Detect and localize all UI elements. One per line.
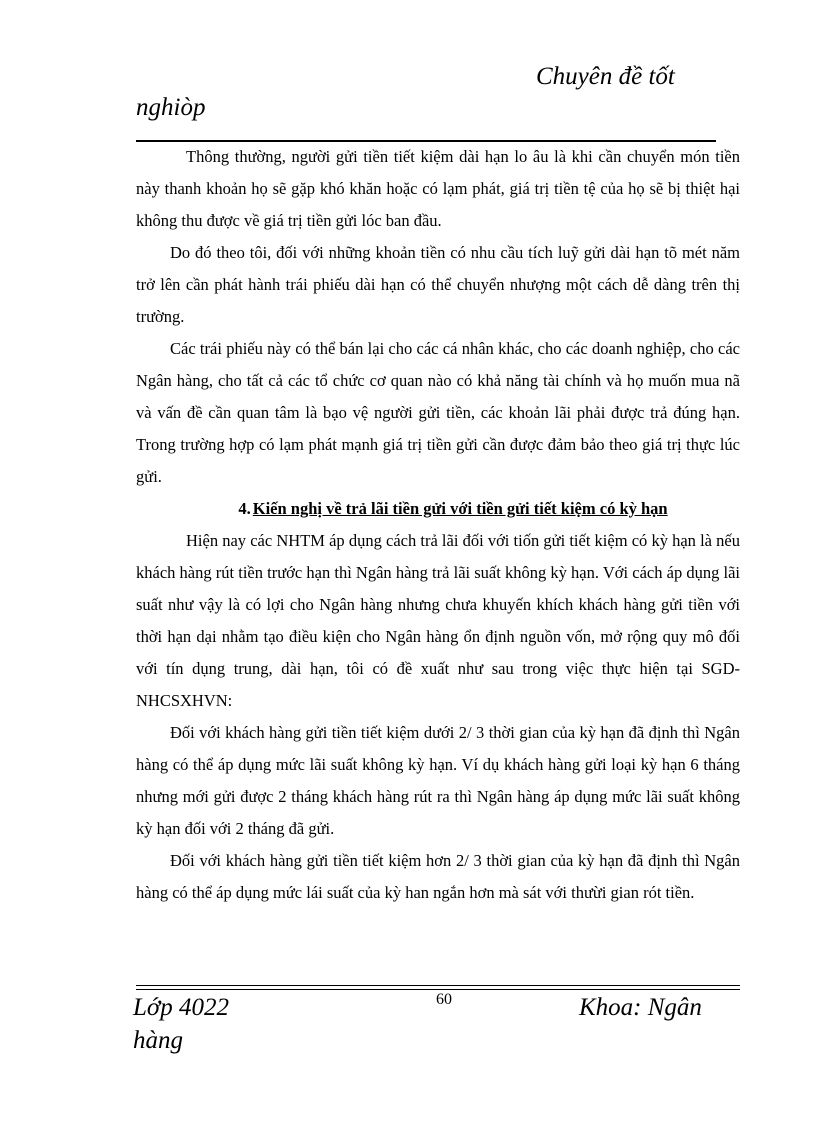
document-body xyxy=(136,141,740,909)
section-number: 4. xyxy=(238,499,251,518)
footer-divider-top xyxy=(136,985,740,986)
footer-faculty: Khoa: Ngân xyxy=(579,994,702,1021)
header-title-continued: nghiòp xyxy=(136,94,206,121)
footer-class xyxy=(133,991,229,1057)
paragraph: Hiện nay các NHTM áp dụng cách trả lãi đối với tiốn gửi tiết kiệm có kỳ hạn là nếu khách hàng rút tiền trước hạn thì Ngân hàng trả lãi suất không kỳ hạn. Với cách áp dụng lãi suất như vậy là có lợi cho Ngân hàng nhưng chưa khuyến khích khách hàng gửi tiền với thời hạn dại nhằm tạo điều kiện cho Ngân hàng ổn định nguồn vốn, mở rộng quy mô đối với tín dụng trung, dài hạn, tôi có đề xuất như sau trong việc thực hiện tại SGD-NHCSXHVN: xyxy=(136,531,740,710)
paragraph: Thông thường, người gửi tiền tiết kiệm dài hạn lo âu là khi cần chuyển món tiền này thanh khoản họ sẽ gặp khó khăn hoặc có lạm phát, giá trị tiền tệ của họ sẽ bị thiệt hại không thu được về giá trị tiền gửi lóc ban đầu. xyxy=(136,147,740,230)
header-title: Chuyên đề tốt xyxy=(536,63,675,90)
page-number: 60 xyxy=(436,991,452,1008)
section-heading xyxy=(136,493,740,525)
paragraph: Đối với khách hàng gửi tiền tiết kiệm dưới 2/ 3 thời gian của kỳ hạn đã định thì Ngân hàng có thể áp dụng mức lãi suất không kỳ hạn. Ví dụ khách hàng gửi loại kỳ hạn 6 tháng nhưng mới gửi được 2 tháng khách hàng rút ra thì Ngân hàng áp dụng mức lãi suất không kỳ hạn đối với 2 tháng đã gửi. xyxy=(136,723,740,838)
section-title: Kiến nghị về trả lãi tiền gửi với tiền gửi tiết kiệm có kỳ hạn xyxy=(252,499,668,518)
paragraph: Đối với khách hàng gửi tiền tiết kiệm hơn 2/ 3 thời gian của kỳ hạn đã định thì Ngân hàng có thể áp dụng mức lái suất của kỳ han ngắn hơn mà sát với thưừi gian rót tiền. xyxy=(136,851,740,902)
footer-class-line2: hàng xyxy=(133,1027,183,1054)
paragraph: Do đó theo tôi, đối với những khoản tiền có nhu cầu tích luỹ gửi dài hạn tõ mét năm trở lên cần phát hành trái phiếu dài hạn có thể chuyển nhượng một cách dễ dàng trên thị trường. xyxy=(136,243,740,326)
footer-class-line1: Lớp 4022 xyxy=(133,994,229,1021)
paragraph: Các trái phiếu này có thể bán lại cho các cá nhân khác, cho các doanh nghiệp, cho các Ngân hàng, cho tất cả các tổ chức cơ quan nào có khả năng tài chính và họ muốn mua nã và vấn đề cần quan tâm là bạo vệ người gửi tiền, các khoản lãi phải được trả đúng hạn. Trong trường hợp có lạm phát mạnh giá trị tiền gửi cần được đảm bảo theo giá trị thực lúc gửi. xyxy=(136,339,740,486)
